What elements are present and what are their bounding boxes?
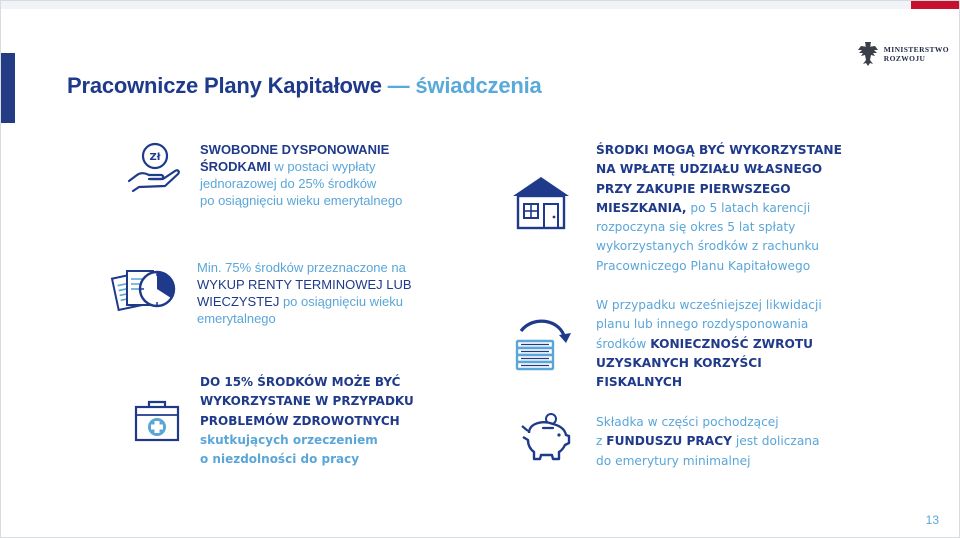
document-clock-icon [109,263,177,313]
right-block-housing [596,141,842,276]
b2-line-2: WYKUP RENTY TERMINOWEJ LUB [197,277,412,292]
title-highlight: świadczenia [415,73,542,98]
r1-line-2: NA WPŁATĘ UDZIAŁU WŁASNEGO [596,162,823,177]
right-block-early-liquidation [596,296,822,392]
r2-line-5: FISKALNYCH [596,375,683,390]
b3-line-1: DO 15% ŚRODKÓW MOŻE BYĆ [200,375,401,389]
logo-line-2: ROZWOJU [883,54,926,63]
r3-line-2-rest: jest doliczana [732,434,820,449]
r1-line-5: rozpoczyna się okres 5 lat spłaty [596,220,796,235]
r3-line-1: Składka w części pochodzącej [596,415,779,429]
r1-line-7: Pracowniczego Planu Kapitałowego [596,258,811,273]
b2-line-3-rest: po osiągnięciu wieku [279,294,403,309]
title-main: Pracownicze Plany Kapitałowe [67,73,382,98]
eagle-emblem-icon [857,41,879,67]
b3-line-5: o niezdolności do pracy [200,452,360,467]
coin-label: Zł [149,152,161,163]
logo-line-1: MINISTERSTWO [883,45,949,54]
r3-line-3: do emerytury minimalnej [596,453,751,468]
title-dash: — [387,73,410,98]
r2-line-4: UZYSKANYCH KORZYŚCI [596,355,762,370]
r2-line-3-pre: środków [596,336,651,351]
b2-line-4: emerytalnego [197,311,276,326]
right-block-labour-fund [596,413,820,471]
r1-line-1: ŚRODKI MOGĄ BYĆ WYKORZYSTANE [596,143,842,157]
page-title [67,73,542,99]
house-icon [510,174,572,230]
left-block-health [200,373,414,469]
r1-line-4-rest: po 5 latach karencji [686,200,811,215]
r1-line-3: PRZY ZAKUPIE PIERWSZEGO [596,181,791,196]
b3-line-3: PROBLEMÓW ZDROWOTNYCH [200,413,400,428]
b3-line-4: skutkujących orzeczeniem [200,432,378,447]
r3-line-2-bold: FUNDUSZU PRACY [606,434,732,449]
b1-line-2-rest: w postaci wypłaty [270,159,376,174]
r2-line-3-bold: KONIECZNOŚĆ ZWROTU [650,336,814,351]
red-corner-bar [911,1,959,9]
money-return-icon [511,317,573,375]
title-accent-bar [1,53,15,123]
b2-line-3-caps: WIECZYSTEJ [197,294,280,309]
r3-line-2-pre: z [596,434,607,449]
left-block-lump-sum [200,141,402,209]
r1-line-4-bold: MIESZKANIA, [596,200,687,215]
left-block-annuity [197,259,412,327]
medical-kit-icon [134,399,180,443]
b3-line-2: WYKORZYSTANE W PRZYPADKU [200,394,414,409]
top-strip [1,1,960,9]
r1-line-6: wykorzystanych środków z rachunku [596,239,819,254]
r2-line-1: W przypadku wcześniejszej likwidacji [596,298,822,312]
page-number: 13 [925,513,939,527]
ministry-logo [857,41,949,67]
b1-line-3: jednorazowej do 25% środków [200,176,377,191]
r2-line-2: planu lub innego rozdysponowania [596,317,809,332]
b1-line-1: SWOBODNE DYSPONOWANIE [200,142,390,157]
hand-coin-icon [125,141,183,193]
b1-line-4: po osiągnięciu wieku emerytalnego [200,193,403,208]
b1-line-2-bold: ŚRODKAMI [200,159,271,174]
piggy-bank-icon [519,411,573,463]
b2-line-1: Min. 75% środków przeznaczone na [197,260,406,275]
